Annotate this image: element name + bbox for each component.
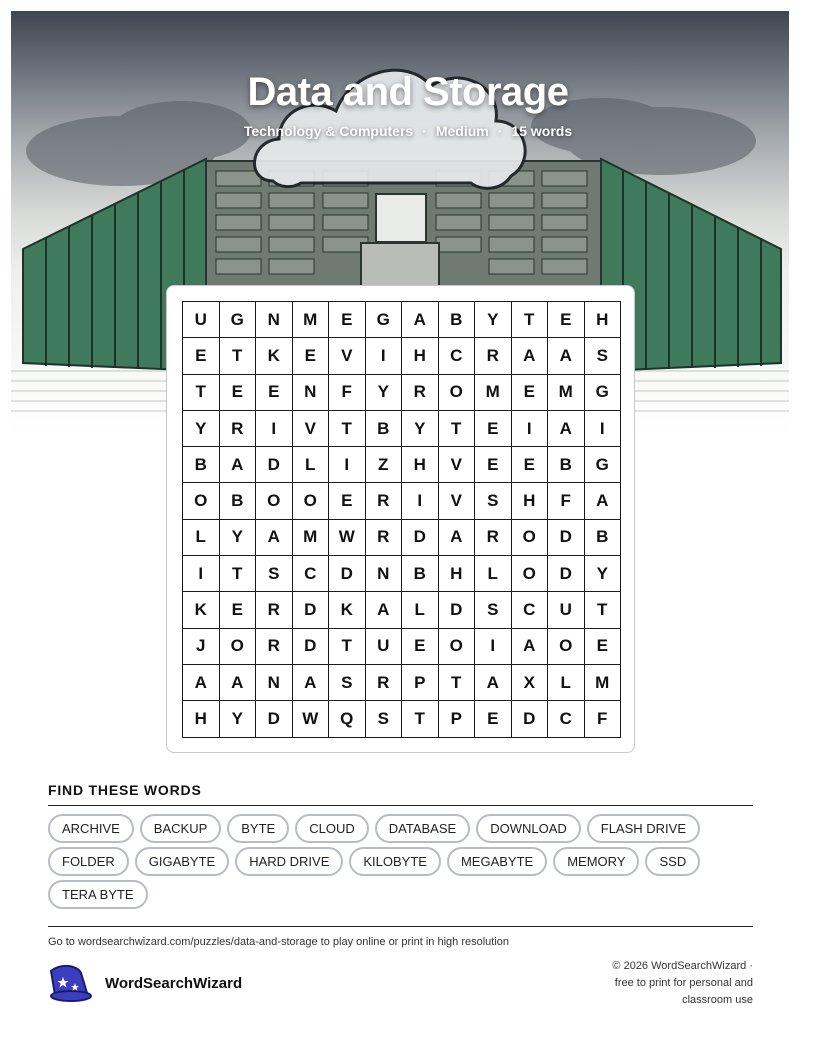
- grid-cell[interactable]: H: [402, 447, 439, 483]
- grid-cell[interactable]: R: [475, 338, 512, 374]
- grid-cell[interactable]: S: [475, 592, 512, 628]
- grid-cell[interactable]: B: [584, 519, 621, 555]
- grid-cell[interactable]: A: [256, 519, 293, 555]
- brand[interactable]: [47, 963, 242, 1003]
- grid-cell[interactable]: U: [548, 592, 585, 628]
- grid-cell[interactable]: R: [256, 592, 293, 628]
- grid-cell[interactable]: V: [438, 447, 475, 483]
- word-chip: ARCHIVE: [48, 814, 134, 843]
- grid-row: [183, 410, 621, 446]
- grid-cell[interactable]: N: [292, 374, 329, 410]
- grid-cell[interactable]: K: [329, 592, 366, 628]
- puzzle-title: Data and Storage: [247, 70, 569, 114]
- grid-cell[interactable]: R: [475, 519, 512, 555]
- grid-cell[interactable]: R: [219, 410, 256, 446]
- grid-cell[interactable]: F: [548, 483, 585, 519]
- grid-row: [183, 447, 621, 483]
- word-chip: DOWNLOAD: [476, 814, 581, 843]
- grid-cell[interactable]: E: [584, 628, 621, 664]
- grid-cell[interactable]: C: [438, 338, 475, 374]
- grid-cell[interactable]: I: [256, 410, 293, 446]
- grid-cell[interactable]: A: [402, 302, 439, 338]
- grid-cell[interactable]: G: [219, 302, 256, 338]
- grid-cell[interactable]: D: [292, 628, 329, 664]
- grid-cell[interactable]: F: [329, 374, 366, 410]
- grid-cell[interactable]: Y: [365, 374, 402, 410]
- grid-cell[interactable]: W: [292, 701, 329, 737]
- grid-cell[interactable]: Y: [219, 701, 256, 737]
- grid-row: [183, 302, 621, 338]
- grid-cell[interactable]: T: [438, 410, 475, 446]
- grid-cell[interactable]: R: [365, 664, 402, 700]
- grid-cell[interactable]: I: [365, 338, 402, 374]
- copyright-line: classroom use: [682, 994, 753, 1006]
- grid-cell[interactable]: B: [402, 556, 439, 592]
- wizard-hat-icon: [47, 963, 93, 1003]
- grid-cell[interactable]: S: [584, 338, 621, 374]
- copyright-line: © 2026 WordSearchWizard ·: [612, 960, 753, 972]
- grid-cell[interactable]: Y: [219, 519, 256, 555]
- grid-cell[interactable]: I: [329, 447, 366, 483]
- grid-cell[interactable]: G: [584, 374, 621, 410]
- grid-cell[interactable]: E: [183, 338, 220, 374]
- separator: ·: [497, 123, 503, 139]
- grid-cell[interactable]: T: [219, 338, 256, 374]
- grid-cell[interactable]: A: [438, 519, 475, 555]
- grid-cell[interactable]: M: [475, 374, 512, 410]
- grid-cell[interactable]: M: [548, 374, 585, 410]
- grid-cell[interactable]: T: [219, 556, 256, 592]
- grid-cell[interactable]: T: [402, 701, 439, 737]
- grid-cell[interactable]: E: [219, 592, 256, 628]
- grid-cell[interactable]: W: [329, 519, 366, 555]
- grid-row: [183, 338, 621, 374]
- grid-cell[interactable]: B: [183, 447, 220, 483]
- brand-name: WordSearchWizard: [105, 974, 243, 992]
- grid-cell[interactable]: E: [511, 374, 548, 410]
- grid-cell[interactable]: A: [365, 592, 402, 628]
- grid-cell[interactable]: H: [183, 701, 220, 737]
- grid-cell[interactable]: J: [183, 628, 220, 664]
- grid-cell[interactable]: E: [475, 447, 512, 483]
- grid-cell[interactable]: T: [329, 410, 366, 446]
- grid-row: [183, 701, 621, 737]
- letter-grid[interactable]: [182, 301, 621, 738]
- grid-cell[interactable]: K: [256, 338, 293, 374]
- grid-cell[interactable]: R: [365, 483, 402, 519]
- grid-cell[interactable]: D: [548, 556, 585, 592]
- grid-cell[interactable]: A: [511, 338, 548, 374]
- grid-row: [183, 592, 621, 628]
- grid-cell[interactable]: B: [219, 483, 256, 519]
- grid-row: [183, 628, 621, 664]
- grid-cell[interactable]: D: [329, 556, 366, 592]
- grid-cell[interactable]: O: [511, 519, 548, 555]
- grid-cell[interactable]: L: [402, 592, 439, 628]
- grid-cell[interactable]: Y: [402, 410, 439, 446]
- word-chip: FOLDER: [48, 847, 129, 876]
- grid-cell[interactable]: O: [438, 628, 475, 664]
- grid-cell[interactable]: D: [511, 701, 548, 737]
- grid-cell[interactable]: E: [329, 302, 366, 338]
- grid-cell[interactable]: D: [402, 519, 439, 555]
- copyright-line: free to print for personal and: [614, 977, 753, 989]
- grid-cell[interactable]: V: [329, 338, 366, 374]
- grid-cell[interactable]: P: [438, 701, 475, 737]
- grid-row: [183, 664, 621, 700]
- grid-row: [183, 519, 621, 555]
- grid-cell[interactable]: O: [219, 628, 256, 664]
- grid-cell[interactable]: M: [292, 519, 329, 555]
- category-label: Technology & Computers: [243, 123, 414, 139]
- grid-cell[interactable]: E: [219, 374, 256, 410]
- grid-cell[interactable]: L: [183, 519, 220, 555]
- grid-cell[interactable]: I: [402, 483, 439, 519]
- word-chip: SSD: [645, 847, 700, 876]
- word-chip: FLASH DRIVE: [587, 814, 700, 843]
- grid-cell[interactable]: R: [402, 374, 439, 410]
- grid-cell[interactable]: T: [511, 302, 548, 338]
- grid-cell[interactable]: E: [329, 483, 366, 519]
- grid-row: [183, 483, 621, 519]
- grid-cell[interactable]: E: [511, 447, 548, 483]
- word-list-heading: FIND THESE WORDS: [48, 782, 202, 798]
- grid-cell[interactable]: T: [584, 592, 621, 628]
- grid-cell[interactable]: B: [365, 410, 402, 446]
- word-chip: MEGABYTE: [447, 847, 547, 876]
- grid-cell[interactable]: T: [183, 374, 220, 410]
- grid-cell[interactable]: E: [475, 701, 512, 737]
- word-chip: TERA BYTE: [48, 880, 148, 909]
- grid-cell[interactable]: Q: [329, 701, 366, 737]
- grid-cell[interactable]: I: [183, 556, 220, 592]
- grid-cell[interactable]: Z: [365, 447, 402, 483]
- divider: [48, 805, 753, 806]
- word-count-label: 15 words: [511, 123, 573, 139]
- grid-cell[interactable]: A: [548, 410, 585, 446]
- word-chip: GIGABYTE: [135, 847, 229, 876]
- word-list: [48, 814, 753, 913]
- grid-cell[interactable]: E: [475, 410, 512, 446]
- grid-cell[interactable]: N: [256, 302, 293, 338]
- grid-cell[interactable]: S: [256, 556, 293, 592]
- grid-cell[interactable]: K: [183, 592, 220, 628]
- grid-cell[interactable]: G: [365, 302, 402, 338]
- grid-cell[interactable]: O: [438, 374, 475, 410]
- grid-cell[interactable]: G: [584, 447, 621, 483]
- word-chip: BYTE: [227, 814, 289, 843]
- divider: [48, 926, 753, 927]
- grid-cell[interactable]: L: [548, 664, 585, 700]
- grid-cell[interactable]: A: [183, 664, 220, 700]
- grid-cell[interactable]: S: [365, 701, 402, 737]
- grid-row: [183, 374, 621, 410]
- grid-cell[interactable]: B: [438, 302, 475, 338]
- grid-cell[interactable]: D: [292, 592, 329, 628]
- grid-cell[interactable]: Y: [183, 410, 220, 446]
- word-chip: BACKUP: [140, 814, 221, 843]
- grid-cell[interactable]: A: [292, 664, 329, 700]
- grid-cell[interactable]: L: [475, 556, 512, 592]
- grid-cell[interactable]: L: [292, 447, 329, 483]
- grid-cell[interactable]: X: [511, 664, 548, 700]
- grid-cell[interactable]: H: [584, 302, 621, 338]
- grid-cell[interactable]: I: [584, 410, 621, 446]
- word-chip: MEMORY: [553, 847, 639, 876]
- grid-cell[interactable]: R: [365, 519, 402, 555]
- grid-cell[interactable]: I: [475, 628, 512, 664]
- word-chip: KILOBYTE: [349, 847, 441, 876]
- grid-cell[interactable]: D: [548, 519, 585, 555]
- grid-cell[interactable]: M: [292, 302, 329, 338]
- grid-cell[interactable]: A: [548, 338, 585, 374]
- grid-cell[interactable]: O: [292, 483, 329, 519]
- grid-cell[interactable]: A: [584, 483, 621, 519]
- grid-cell[interactable]: H: [511, 483, 548, 519]
- grid-cell[interactable]: T: [438, 664, 475, 700]
- grid-cell[interactable]: M: [584, 664, 621, 700]
- grid-cell[interactable]: Y: [584, 556, 621, 592]
- grid-cell[interactable]: I: [511, 410, 548, 446]
- grid-cell[interactable]: O: [183, 483, 220, 519]
- grid-cell[interactable]: D: [256, 701, 293, 737]
- separator: ·: [422, 123, 427, 139]
- grid-cell[interactable]: E: [292, 338, 329, 374]
- grid-cell[interactable]: V: [292, 410, 329, 446]
- grid-cell[interactable]: U: [365, 628, 402, 664]
- grid-cell[interactable]: F: [584, 701, 621, 737]
- grid-cell[interactable]: O: [256, 483, 293, 519]
- footer-link[interactable]: Go to wordsearchwizard.com/puzzles/data-and-storage to play online or print in high resolution: [48, 936, 510, 948]
- word-chip: CLOUD: [295, 814, 369, 843]
- grid-cell[interactable]: S: [329, 664, 366, 700]
- grid-cell[interactable]: V: [438, 483, 475, 519]
- grid-cell[interactable]: C: [548, 701, 585, 737]
- grid-cell[interactable]: H: [402, 338, 439, 374]
- grid-cell[interactable]: D: [256, 447, 293, 483]
- grid-cell[interactable]: B: [548, 447, 585, 483]
- grid-cell[interactable]: T: [329, 628, 366, 664]
- grid-row: [183, 556, 621, 592]
- grid-cell[interactable]: P: [402, 664, 439, 700]
- grid-cell[interactable]: A: [475, 664, 512, 700]
- puzzle-subtitle: [0, 123, 816, 139]
- puzzle-grid-card: [166, 285, 635, 753]
- grid-cell[interactable]: E: [402, 628, 439, 664]
- grid-cell[interactable]: C: [292, 556, 329, 592]
- grid-cell[interactable]: O: [548, 628, 585, 664]
- grid-cell[interactable]: S: [475, 483, 512, 519]
- grid-cell[interactable]: U: [183, 302, 220, 338]
- word-chip: DATABASE: [375, 814, 470, 843]
- grid-cell[interactable]: C: [511, 592, 548, 628]
- grid-cell[interactable]: A: [511, 628, 548, 664]
- grid-cell[interactable]: A: [219, 447, 256, 483]
- grid-cell[interactable]: E: [548, 302, 585, 338]
- grid-cell[interactable]: H: [438, 556, 475, 592]
- grid-cell[interactable]: R: [256, 628, 293, 664]
- grid-cell[interactable]: E: [256, 374, 293, 410]
- word-chip: HARD DRIVE: [235, 847, 343, 876]
- difficulty-label: Medium: [435, 123, 489, 139]
- copyright: [583, 958, 753, 1009]
- grid-cell[interactable]: O: [511, 556, 548, 592]
- grid-cell[interactable]: D: [438, 592, 475, 628]
- grid-cell[interactable]: A: [219, 664, 256, 700]
- grid-cell[interactable]: Y: [475, 302, 512, 338]
- grid-cell[interactable]: N: [365, 556, 402, 592]
- grid-cell[interactable]: N: [256, 664, 293, 700]
